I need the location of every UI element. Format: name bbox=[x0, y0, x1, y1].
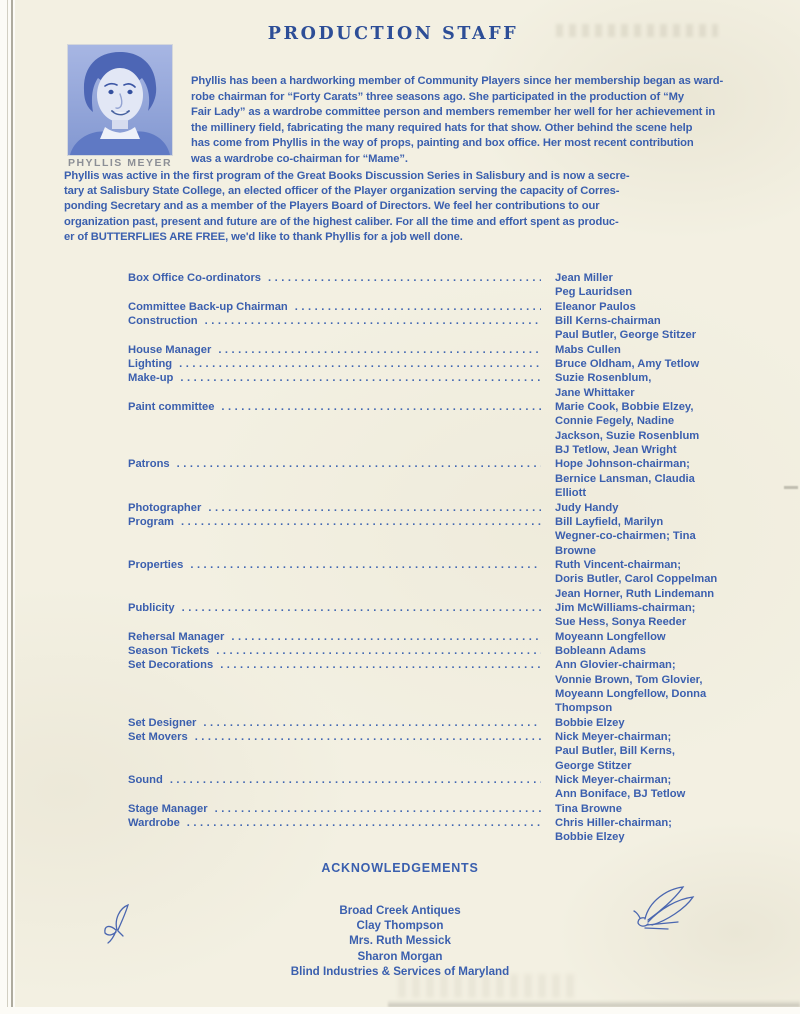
staff-name: Jim McWilliams-chairman; bbox=[555, 601, 696, 614]
staff-row bbox=[128, 716, 742, 730]
staff-row bbox=[128, 572, 742, 586]
portrait-photo bbox=[68, 45, 172, 155]
staff-name: Paul Butler, George Stitzer bbox=[555, 329, 697, 342]
dot-leader bbox=[208, 501, 541, 515]
acknowledgement-item: Sharon Morgan bbox=[357, 949, 443, 963]
staff-name: Doris Butler, Carol Coppelman bbox=[555, 573, 718, 586]
staff-role-label: Rehersal Manager bbox=[128, 630, 225, 643]
acknowledgements-title: ACKNOWLEDGEMENTS bbox=[321, 861, 479, 875]
acknowledgement-item: Mrs. Ruth Messick bbox=[349, 934, 451, 948]
staff-role-label: Publicity bbox=[128, 601, 175, 614]
staff-name: Browne bbox=[555, 544, 597, 557]
staff-name: Vonnie Brown, Tom Glovier, bbox=[555, 673, 703, 686]
staff-name: Bobleann Adams bbox=[555, 644, 646, 657]
staff-role-label: Committee Back-up Chairman bbox=[128, 300, 288, 313]
staff-role-label: Lighting bbox=[128, 358, 173, 371]
staff-row-left bbox=[128, 644, 555, 658]
staff-role-label: Season Tickets bbox=[128, 644, 210, 657]
staff-row bbox=[128, 314, 742, 328]
dot-leader bbox=[179, 357, 541, 371]
staff-row bbox=[128, 486, 742, 500]
staff-row bbox=[128, 271, 742, 285]
dot-leader bbox=[215, 802, 541, 816]
bio-line: er of BUTTERFLIES ARE FREE, we'd like to thank Phyllis for a job well done. bbox=[64, 230, 463, 243]
scan-edge-bottom bbox=[0, 1007, 800, 1014]
staff-name: Sue Hess, Sonya Reeder bbox=[555, 616, 687, 629]
staff-name: Bill Kerns-chairman bbox=[555, 315, 661, 328]
staff-row bbox=[128, 371, 742, 385]
dot-leader bbox=[220, 658, 541, 672]
staff-name: Bill Layfield, Marilyn bbox=[555, 515, 664, 528]
staff-row bbox=[128, 816, 742, 830]
staff-row-left bbox=[128, 501, 555, 515]
staff-row bbox=[128, 472, 742, 486]
dot-leader bbox=[205, 314, 541, 328]
staff-row bbox=[128, 386, 742, 400]
staff-role-label: Set Designer bbox=[128, 716, 197, 729]
staff-name: Ann Boniface, BJ Tetlow bbox=[555, 788, 686, 801]
staff-name: Judy Handy bbox=[555, 501, 619, 514]
staff-row bbox=[128, 515, 742, 529]
staff-row-left bbox=[128, 271, 555, 285]
bio-line: robe chairman for “Forty Carats” three seasons ago. She participated in the production of “My bbox=[191, 90, 684, 103]
staff-role-label: Program bbox=[128, 515, 175, 528]
staff-name: Elliott bbox=[555, 487, 587, 500]
staff-name: Suzie Rosenblum, bbox=[555, 372, 652, 385]
staff-row bbox=[128, 285, 742, 299]
dot-leader bbox=[221, 400, 541, 414]
staff-role-label: Set Movers bbox=[128, 731, 188, 743]
bio-line: tary at Salisbury State College, an elected officer of the Player organization serving the capacity of Corres- bbox=[64, 185, 620, 198]
staff-row bbox=[128, 544, 742, 558]
staff-name: Wegner-co-chairmen; Tina bbox=[555, 530, 696, 543]
staff-name: Jean Miller bbox=[555, 272, 613, 284]
staff-row bbox=[128, 529, 742, 543]
staff-row bbox=[128, 687, 742, 701]
dot-leader bbox=[187, 816, 541, 830]
bio-line: Phyllis was active in the first program of the Great Books Discussion Series in Salisbury and is now a secre- bbox=[64, 170, 630, 182]
staff-row bbox=[128, 802, 742, 816]
staff-row-left bbox=[128, 357, 555, 371]
butterfly-icon bbox=[100, 903, 138, 950]
staff-role-label: Sound bbox=[128, 774, 163, 787]
staff-row-left bbox=[128, 300, 555, 314]
bio-line: was a wardrobe co-chairman for “Mame”. bbox=[191, 152, 408, 165]
staff-row bbox=[128, 400, 742, 414]
bio-line: Fair Lady” as a wardrobe committee person and members remember her well for her achievement in bbox=[191, 106, 716, 118]
dot-leader bbox=[195, 730, 541, 744]
staff-name: Chris Hiller-chairman; bbox=[555, 817, 672, 830]
staff-role-label: Construction bbox=[128, 315, 198, 328]
staff-role-label: Paint committee bbox=[128, 401, 215, 414]
dot-leader bbox=[231, 630, 541, 644]
bio-line: organization past, present and future are of the highest caliber. For all the time and effort spent as produc- bbox=[64, 215, 619, 228]
staff-row bbox=[128, 587, 742, 601]
bio-line: has come from Phyllis in the way of props, painting and box office. Her most recent contribution bbox=[191, 137, 694, 149]
staff-row-left bbox=[128, 457, 555, 471]
staff-role-label: Wardrobe bbox=[128, 817, 180, 830]
staff-name: Jean Horner, Ruth Lindemann bbox=[555, 587, 715, 600]
staff-name: Paul Butler, Bill Kerns, bbox=[555, 745, 675, 758]
staff-name: Bobbie Elzey bbox=[555, 716, 625, 729]
staff-row bbox=[128, 457, 742, 471]
staff-row bbox=[128, 328, 742, 342]
staff-row bbox=[128, 357, 742, 371]
scan-artifact-mark bbox=[784, 486, 798, 489]
acknowledgement-item: Blind Industries & Services of Maryland bbox=[290, 964, 510, 978]
staff-role-label: Photographer bbox=[128, 501, 202, 514]
staff-name: Marie Cook, Bobbie Elzey, bbox=[555, 401, 694, 414]
staff-row bbox=[128, 601, 742, 615]
staff-row-left bbox=[128, 802, 555, 816]
binding-spine-line bbox=[11, 0, 13, 1014]
staff-name: Ruth Vincent-chairman; bbox=[555, 558, 681, 571]
staff-row-left bbox=[128, 816, 555, 830]
staff-name: Ann Glovier-chairman; bbox=[555, 659, 676, 672]
staff-name: Thompson bbox=[555, 702, 613, 715]
staff-role-label: Make-up bbox=[128, 372, 174, 385]
staff-role-label: House Manager bbox=[128, 343, 212, 356]
staff-row-left bbox=[128, 716, 555, 730]
staff-row bbox=[128, 615, 742, 629]
staff-row bbox=[128, 343, 742, 357]
staff-row-left bbox=[128, 601, 555, 615]
staff-name: Nick Meyer-chairman; bbox=[555, 731, 672, 743]
staff-name: Bruce Oldham, Amy Tetlow bbox=[555, 358, 700, 371]
photo-caption: PHYLLIS MEYER bbox=[67, 157, 173, 169]
staff-row bbox=[128, 300, 742, 314]
binding-spine-line bbox=[7, 0, 8, 1014]
staff-name: BJ Tetlow, Jean Wright bbox=[555, 444, 677, 457]
staff-role-label: Patrons bbox=[128, 458, 170, 471]
staff-name: Peg Lauridsen bbox=[555, 286, 633, 299]
staff-role-label: Set Decorations bbox=[128, 659, 214, 672]
staff-row bbox=[128, 443, 742, 457]
portrait-photo-illustration bbox=[68, 45, 172, 155]
staff-row bbox=[128, 630, 742, 644]
dot-leader bbox=[190, 558, 541, 572]
staff-row bbox=[128, 787, 742, 801]
bio-paragraph-2 bbox=[64, 169, 764, 245]
dot-leader bbox=[182, 601, 541, 615]
staff-row-left bbox=[128, 558, 555, 572]
staff-name: Nick Meyer-chairman; bbox=[555, 774, 672, 787]
staff-row-left bbox=[128, 400, 555, 414]
staff-row bbox=[128, 429, 742, 443]
staff-row bbox=[128, 701, 742, 715]
page-title: PRODUCTION STAFF bbox=[267, 24, 519, 44]
staff-name: Tina Browne bbox=[555, 802, 622, 815]
bio-line: ponding Secretary and as a member of the Players Board of Directors. We feel her contributions to our bbox=[64, 200, 600, 213]
staff-list bbox=[128, 271, 742, 845]
staff-name: Bernice Lansman, Claudia bbox=[555, 472, 695, 485]
staff-role-label: Stage Manager bbox=[128, 802, 208, 815]
staff-role-label: Box Office Co-ordinators bbox=[128, 272, 262, 284]
staff-name: Jane Whittaker bbox=[555, 386, 635, 399]
staff-name: Mabs Cullen bbox=[555, 343, 621, 356]
staff-name: Moyeann Longfellow bbox=[555, 630, 666, 643]
staff-row bbox=[128, 744, 742, 758]
staff-row bbox=[128, 773, 742, 787]
dot-leader bbox=[180, 371, 541, 385]
staff-name: Eleanor Paulos bbox=[555, 300, 636, 313]
staff-row bbox=[128, 658, 742, 672]
staff-name: George Stitzer bbox=[555, 759, 632, 772]
staff-row bbox=[128, 759, 742, 773]
staff-row bbox=[128, 830, 742, 844]
staff-name: Moyeann Longfellow, Donna bbox=[555, 687, 707, 700]
butterfly-icon bbox=[632, 884, 702, 941]
dot-leader bbox=[203, 716, 541, 730]
staff-row bbox=[128, 558, 742, 572]
staff-row-left bbox=[128, 343, 555, 357]
bio-paragraph-1 bbox=[191, 74, 751, 167]
dot-leader bbox=[295, 300, 541, 314]
staff-row-left bbox=[128, 658, 555, 672]
staff-row-left bbox=[128, 515, 555, 529]
acknowledgement-item: Broad Creek Antiques bbox=[339, 904, 461, 917]
staff-row-left bbox=[128, 773, 555, 787]
bio-line: the millinery field, fabricating the many required hats for that show. Other behind the scene help bbox=[191, 121, 693, 134]
staff-role-label: Properties bbox=[128, 558, 184, 571]
dot-leader bbox=[218, 343, 541, 357]
staff-name: Hope Johnson-chairman; bbox=[555, 458, 690, 471]
dot-leader bbox=[268, 271, 541, 285]
staff-row bbox=[128, 644, 742, 658]
staff-row bbox=[128, 673, 742, 687]
staff-name: Bobbie Elzey bbox=[555, 831, 625, 844]
staff-row bbox=[128, 414, 742, 428]
dot-leader bbox=[177, 457, 541, 471]
staff-row bbox=[128, 501, 742, 515]
staff-row-left bbox=[128, 371, 555, 385]
page-bottom-shadow bbox=[388, 1000, 800, 1007]
staff-row-left bbox=[128, 630, 555, 644]
staff-name: Jackson, Suzie Rosenblum bbox=[555, 429, 700, 442]
acknowledgement-item: Clay Thompson bbox=[356, 919, 444, 933]
dot-leader bbox=[181, 515, 541, 529]
dot-leader bbox=[216, 644, 541, 658]
staff-name: Connie Fegely, Nadine bbox=[555, 415, 675, 428]
staff-row-left bbox=[128, 730, 555, 744]
bio-line: Phyllis has been a hardworking member of Community Players since her membership began as ward- bbox=[191, 75, 724, 87]
staff-row bbox=[128, 730, 742, 744]
dot-leader bbox=[170, 773, 541, 787]
staff-row-left bbox=[128, 314, 555, 328]
